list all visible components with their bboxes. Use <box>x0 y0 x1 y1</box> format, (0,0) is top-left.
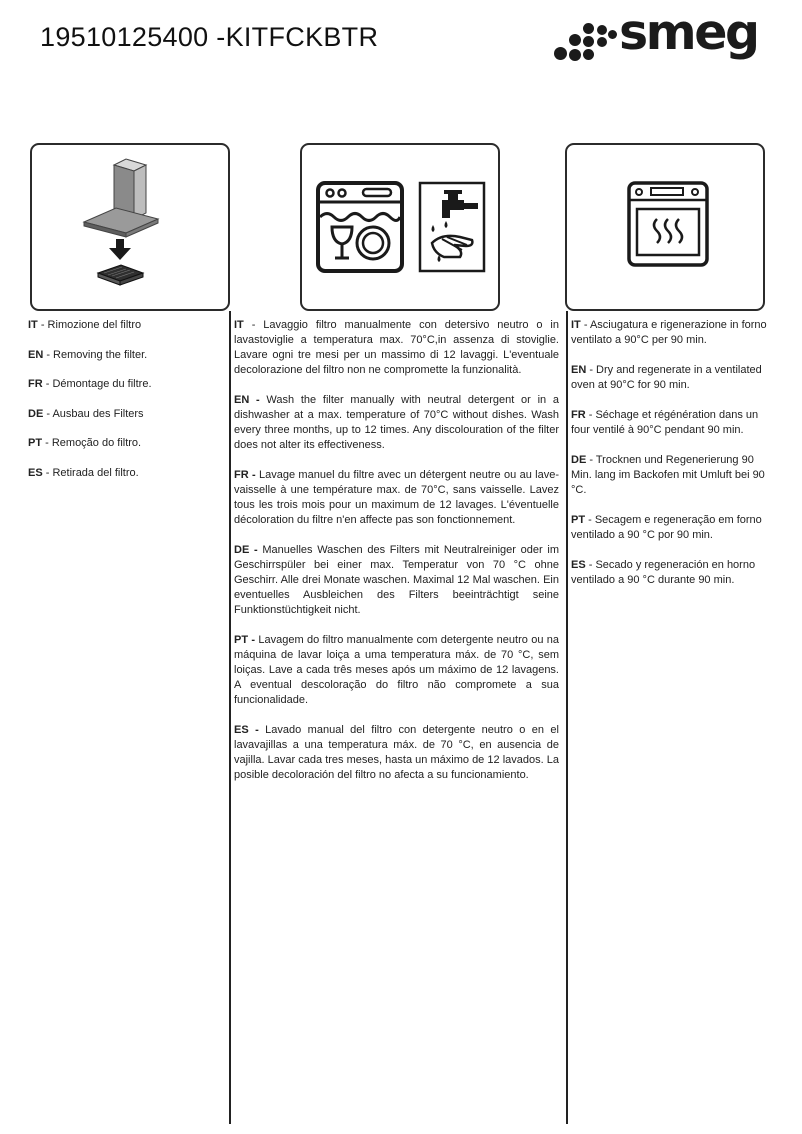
carbon-filter-icon <box>98 265 143 285</box>
drying-instructions <box>571 318 776 603</box>
document-code: 19510125400 -KITFCKBTR <box>40 22 379 52</box>
washing-es: ES - Lavado manual del filtro con detergente neutro o en el lavavajillas a una temperatura máx. de 70 °C, en ausencia de vajilla. Lavar cada tres meses, hasta un máximo de 12 lavados. La posible decoloración del filtro no afecta a su funcionamiento. <box>234 724 559 781</box>
washing-pt: PT - Lavagem do filtro manualmente com detergente neutro ou na máquina de lavar loiça a uma temperatura máx. de 70 °C, sem loiças. Lave a cada três meses após um máximo de 12 lavagens. A eventual descoloração do filtro não compromete a sua funcionalidade. <box>234 634 560 706</box>
removal-fr: FR - Démontage du filtre. <box>28 378 152 390</box>
washing-de: DE - Manuelles Waschen des Filters mit Neutralreiniger oder im Geschirrspüler bei einer max. Temperatur von 70 °C ohne Geschirr. Alle drei Monate waschen. Maximal 12 Mal waschen. Ein eventuelles Ausbleichen des Filters beeinträchtigt seine Funktionstüchtigkeit nicht. <box>234 544 559 616</box>
washing-fr: FR - Lavage manuel du filtre avec un détergent neutre ou au lave-vaisselle à une température max. de 70°C, sans vaisselle. Lavez tous les trois mois pour un maximum de 12 lavages. L'éventuelle décoloration du filtre n'en affecte pas son fonctionnement. <box>234 469 559 526</box>
washing-it: IT - Lavaggio filtro manualmente con detersivo neutro o in lavastoviglie a temperatura max. 70°C,in assenza di stoviglie. Lavare ogni tre mesi per un massimo di 12 lavaggi. L'eventuale decolorazione del filtro non ne compromette la funzionalità. <box>234 319 559 376</box>
column-divider <box>229 311 231 1124</box>
drying-fr: FR - Séchage et régénération dans un four ventilé à 90°C pendant 90 min. <box>571 409 759 436</box>
smeg-logo <box>553 4 778 68</box>
drying-en: EN - Dry and regenerate in a ventilated oven at 90°C for 90 min. <box>571 364 762 391</box>
drying-de: DE - Trocknen und Regenerierung 90 Min. lang im Backofen mit Umluft bei 90 °C. <box>571 454 765 496</box>
hand-washing-icon <box>420 183 484 271</box>
arrow-down-icon <box>109 239 131 260</box>
removal-de: DE - Ausbau des Filters <box>28 407 144 420</box>
brand-name: smeg <box>619 4 758 61</box>
washing-en: EN - Wash the filter manually with neutral detergent or in a dishwasher at a max. temperature of 70°C without dishes. Wash every three months, up to 12 times. Any discolouration of the filter does not alter its effectiveness. <box>234 394 559 451</box>
drying-it: IT - Asciugatura e rigenerazione in forno ventilato a 90°C per 90 min. <box>571 319 767 346</box>
drying-pt: PT - Secagem e regeneração em forno ventilado a 90 °C por 90 min. <box>571 514 762 541</box>
column-divider <box>566 311 568 1124</box>
panel-filter-washing <box>300 143 500 311</box>
removal-es: ES - Retirada del filtro. <box>28 466 139 479</box>
dishwasher-icon <box>318 183 402 271</box>
washing-instructions <box>234 318 559 798</box>
drying-es: ES - Secado y regeneración en horno ventilado a 90 °C durante 90 min. <box>571 559 756 586</box>
removal-it: IT - Rimozione del filtro <box>28 319 142 331</box>
removal-instructions <box>28 318 223 495</box>
panel-filter-drying <box>565 143 765 311</box>
removal-pt: PT - Remoção do filtro. <box>28 437 142 449</box>
oven-icon <box>629 183 707 265</box>
panel-filter-removal <box>30 143 230 311</box>
cooker-hood-icon <box>84 159 158 237</box>
removal-en: EN - Removing the filter. <box>28 348 148 361</box>
